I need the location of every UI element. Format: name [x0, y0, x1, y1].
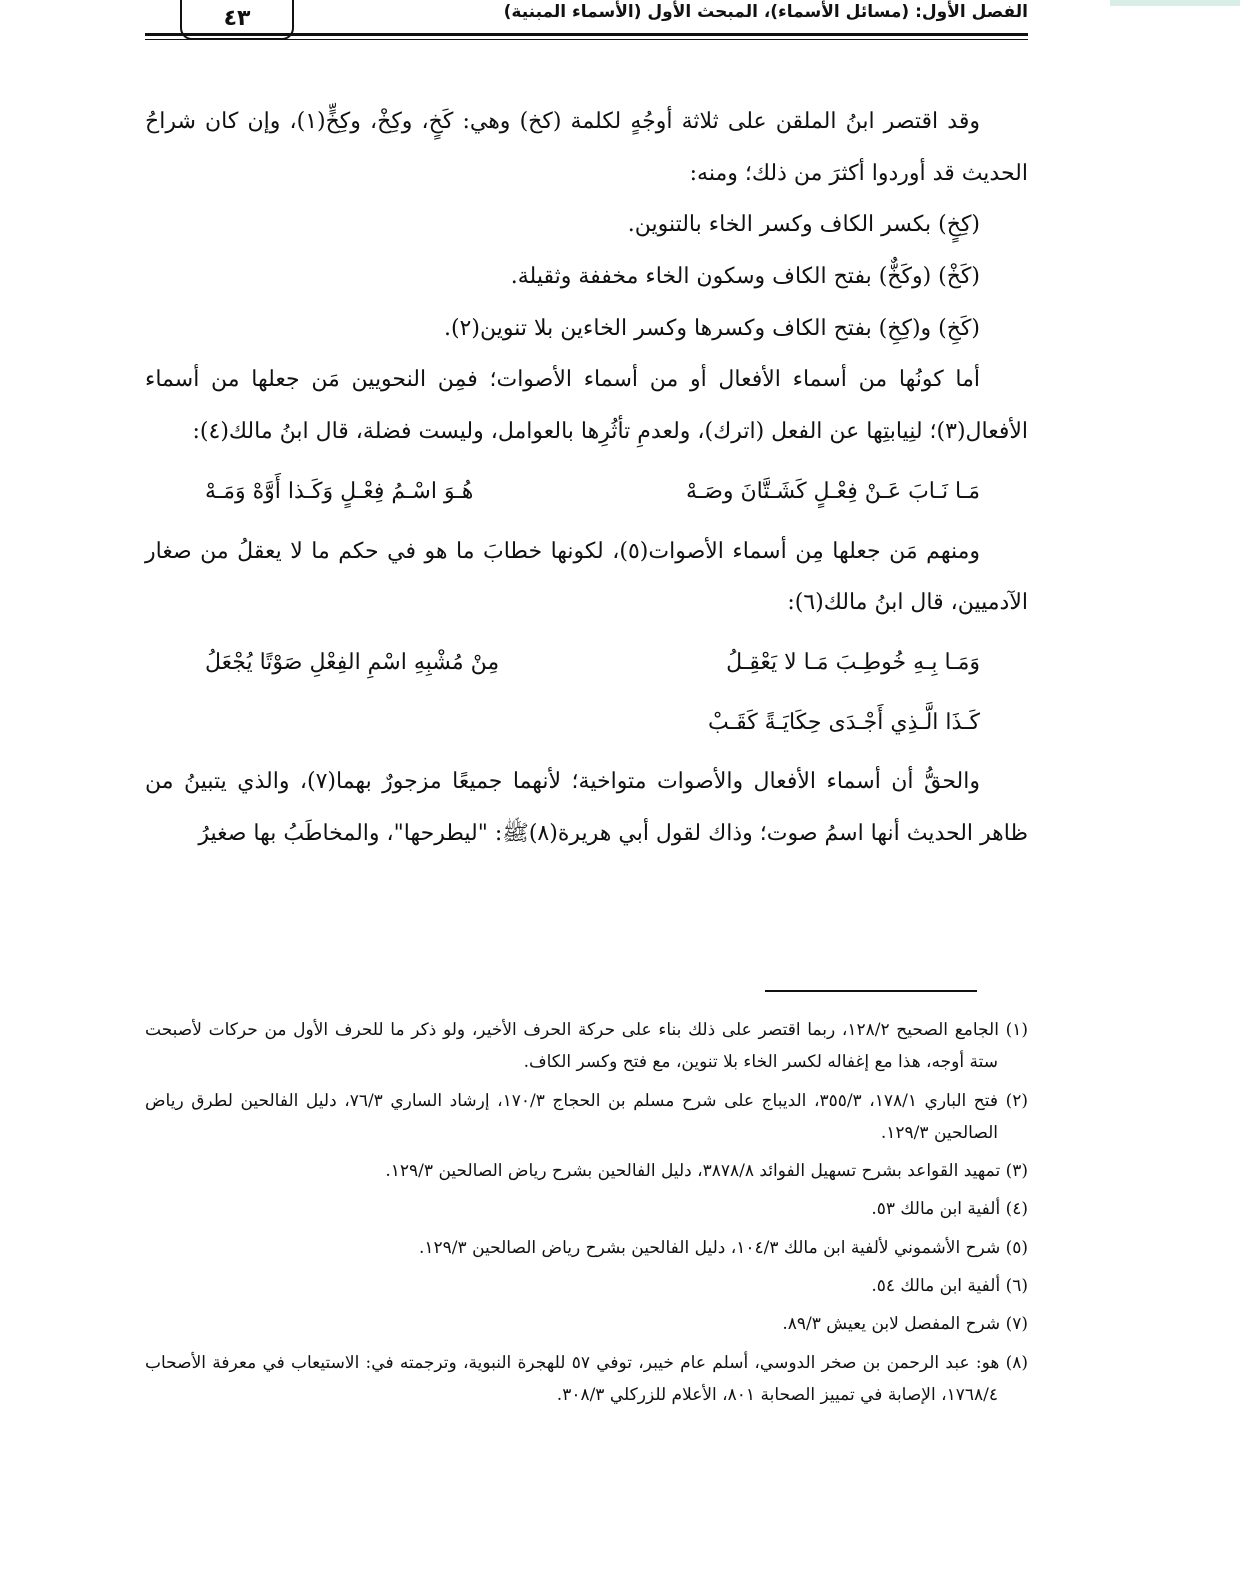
variant-line-3: (كَخِ) و(كِخِ) بفتح الكاف وكسرها وكسر الخاءين بلا تنوين(٢).	[443, 315, 980, 341]
running-title: الفصل الأول: (مسائل الأسماء)، المبحث الأول (الأسماء المبنية)	[503, 2, 1028, 22]
corner-tab-mark	[1110, 0, 1240, 6]
verse-2-first-hemistich: وَمَـا بِـهِ خُوطِـبَ مَـا لا يَعْقِـلُ	[726, 649, 980, 675]
verse-3-first-hemistich: كَـذَا الَّـذِي أَجْـدَى حِكَايَـةً كَقَـبْ	[708, 709, 980, 735]
footnote-3: (٣) تمهيد القواعد بشرح تسهيل الفوائد ٣٨٧٨/٨، دليل الفالحين بشرح رياض الصالحين ١٢٩/٣.	[385, 1161, 1028, 1182]
footnote-5: (٥) شرح الأشموني لألفية ابن مالك ١٠٤/٣، دليل الفالحين بشرح رياض الصالحين ١٢٩/٣.	[419, 1237, 1028, 1258]
footnote-1: (١) الجامع الصحيح ١٢٨/٢، ربما اقتصر على ذلك بناء على حركة الحرف الأخير، ولو ذكر ما للحرف الأول من حركات لأصبحت ستة أوجه، هذا مع إغفاله لكسر الخاء بلا تنوين، مع فتح وكسر الكاف.	[145, 1020, 1029, 1073]
verse-2-second-hemistich: مِنْ مُشْبِهِ اسْمِ الفِعْلِ صَوْتًا يُجْعَلُ	[205, 649, 500, 675]
variant-line-2: (كَخْ) (وكَخٌّ) بفتح الكاف وسكون الخاء مخففة وثقيلة.	[510, 264, 980, 290]
header-rule-thick	[145, 33, 1028, 36]
footnote-8: (٨) هو: عبد الرحمن بن صخر الدوسي، أسلم عام خيبر، توفي ٥٧ للهجرة النبوية، وترجمته في: الاستيعاب في معرفة الأصحاب ١٧٦٨/٤، الإصابة في تمييز الصحابة ٨٠١، الأعلام للزركلي ٣٠٨/٣.	[145, 1352, 1028, 1405]
verse-1-first-hemistich: مَـا نَـابَ عَـنْ فِعْـلٍ كَشَـتَّانَ وصَـهْ	[685, 478, 980, 504]
verse-1-second-hemistich: هُـوَ اسْـمُ فِعْـلٍ وَكَـذا أَوَّهْ وَمَـهْ	[205, 478, 474, 504]
page-number: ٤٣	[180, 0, 294, 40]
verse-line-2	[145, 637, 1028, 689]
header-rule-thin	[145, 39, 1028, 40]
paragraph-sound-nouns: ومنهم مَن جعلها مِن أسماء الأصوات(٥)، لكونها خطابَ ما هو في حكم ما لا يعقلُ من صغار الآدميين، قال ابنُ مالك(٦):	[145, 538, 1028, 616]
main-text	[145, 96, 1028, 860]
footnote-4: (٤) ألفية ابن مالك ٥٣.	[871, 1199, 1028, 1220]
paragraph-verb-nouns: أما كونُها من أسماء الأفعال أو من أسماء الأصوات؛ فمِن النحويين مَن جعلها من أسماء الأفعال(٣)؛ لنِيابتِها عن الفعل (اترك)، ولعدمِ تأثُرِها بالعوامل، وليست فضلة، قال ابنُ مالك(٤):	[145, 367, 1028, 445]
footnote-2: (٢) فتح الباري ١٧٨/١، ٣٥٥/٣، الديباج على شرح مسلم بن الحجاج ١٧٠/٣، إرشاد الساري ٧٦/٣، دليل الفالحين لطرق رياض الصالحين ١٢٩/٣.	[145, 1090, 1028, 1143]
paragraph-conclusion: والحقُّ أن أسماء الأفعال والأصوات متواخية؛ لأنهما جميعًا مزجورٌ بهما(٧)، والذي يتبينُ من ظاهر الحديث أنها اسمُ صوت؛ وذاك لقول أبي هريرة(٨)ﷺ: "ليطرحها"، والمخاطَبُ بها صغيرُ	[145, 769, 1028, 846]
verse-line-1	[145, 466, 1028, 518]
footnote-6: (٦) ألفية ابن مالك ٥٤.	[871, 1276, 1028, 1297]
page-header	[145, 0, 1028, 44]
footnote-separator	[765, 990, 977, 992]
variant-line-1: (كِخٍ) بكسر الكاف وكسر الخاء بالتنوين.	[627, 212, 980, 238]
footnote-7: (٧) شرح المفصل لابن يعيش ٨٩/٣.	[782, 1314, 1028, 1335]
paragraph-intro: وقد اقتصر ابنُ الملقن على ثلاثة أوجُهٍ لكلمة (كخ) وهي: كَخٍ، وكِخْ، وكِخٍّ(١)، وإن كان شراحُ الحديث قد أوردوا أكثرَ من ذلك؛ ومنه:	[145, 109, 1028, 186]
verse-line-3	[145, 697, 1028, 749]
footnotes	[145, 1014, 1028, 1417]
